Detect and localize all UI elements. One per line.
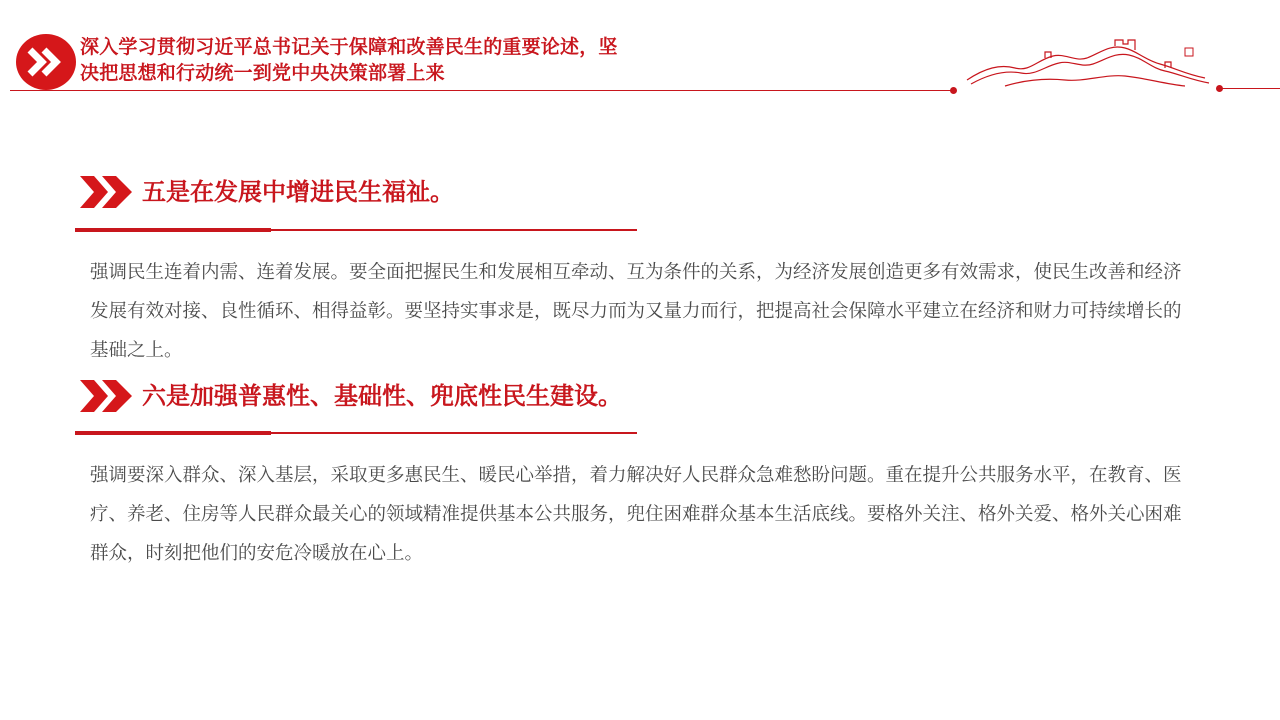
great-wall-icon (965, 38, 1215, 90)
double-chevron-right-icon (16, 34, 76, 90)
double-arrow-right-icon (80, 378, 136, 414)
header-divider-dot (950, 87, 957, 94)
page-title-line-2: 决把思想和行动统一到党中央决策部署上来 (80, 62, 445, 84)
section-body: 强调要深入群众、深入基层，采取更多惠民生、暖民心举措，着力解决好人民群众急难愁盼问题。重在提升公共服务水平，在教育、医疗、养老、住房等人民群众最关心的领域精准提供基本公共服务，兜住困难群众基本生活底线。要格外关注、格外关爱、格外关心困难群众，时刻把他们的安危冷暖放在心上。 (90, 465, 1182, 564)
double-arrow-right-icon (80, 174, 136, 210)
header-badge (16, 34, 76, 90)
page-title-line-1: 深入学习贯彻习近平总书记关于保障和改善民生的重要论述，坚 (80, 36, 618, 58)
section-underline-accent (75, 431, 271, 435)
section-title: 五是在发展中增进民生福祉。 (142, 178, 454, 206)
header-divider-right (1222, 88, 1280, 89)
page-title (80, 34, 720, 86)
section-underline-accent (75, 228, 271, 232)
header-divider (10, 90, 954, 91)
section-body: 强调民生连着内需、连着发展。要全面把握民生和发展相互牵动、互为条件的关系，为经济发展创造更多有效需求，使民生改善和经济发展有效对接、良性循环、相得益彰。要坚持实事求是，既尽力而为又量力而行，把提高社会保障水平建立在经济和财力可持续增长的基础之上。 (90, 262, 1182, 361)
section-title: 六是加强普惠性、基础性、兜底性民生建设。 (142, 382, 622, 410)
